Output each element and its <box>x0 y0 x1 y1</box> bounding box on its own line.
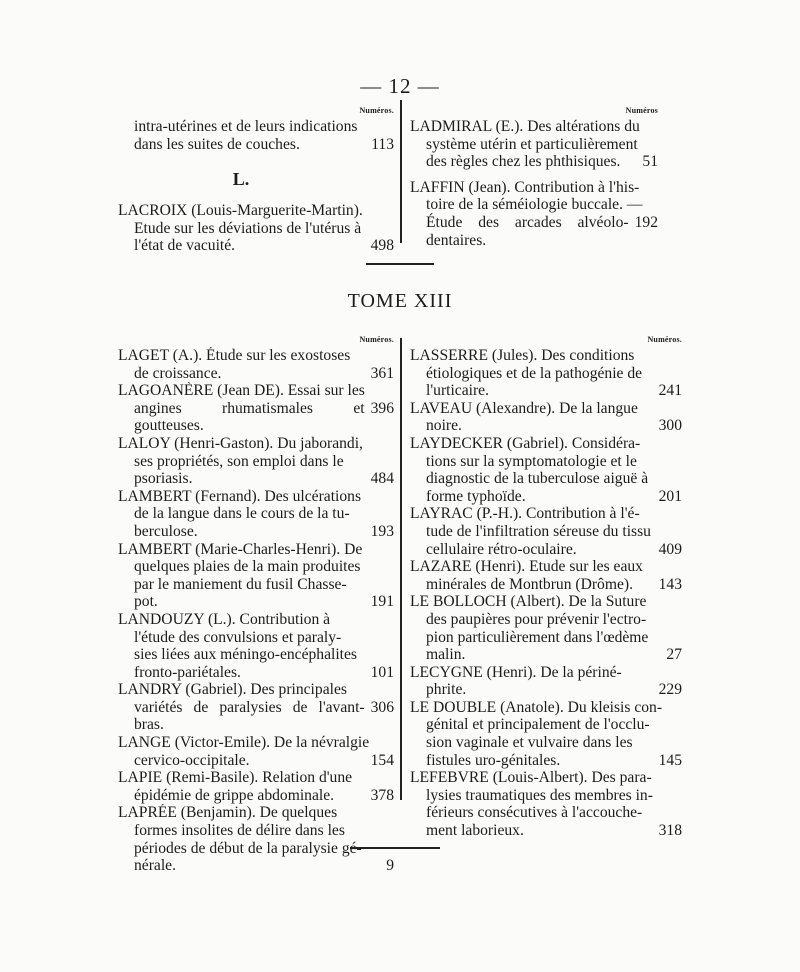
entry-number: 409 <box>658 540 682 558</box>
entry-last-line <box>118 664 394 682</box>
entry-line: par le maniement du fusil Chasse- <box>134 575 347 593</box>
entry-number: 300 <box>658 417 682 435</box>
entry-line: des règles chez les phthisiques. <box>426 153 621 171</box>
column-divider-bottom <box>400 338 402 800</box>
entry-line: LAMBERT (Marie-Charles-Henri). De <box>118 540 363 558</box>
entry-number: 192 <box>634 213 658 231</box>
entry-line: LE BOLLOCH (Albert). De la Suture <box>410 593 647 611</box>
entry-line: tions sur la symptomatologie et le <box>426 452 637 470</box>
entry-line: phrite. <box>426 681 467 699</box>
entry-line: de la langue dans le cours de la tu- <box>134 505 350 523</box>
index-entry <box>410 593 682 663</box>
entry-line: sies liées aux méningo-encéphalites <box>134 646 358 664</box>
section-separator-rule <box>366 263 434 265</box>
entry-line: LANDOUZY (L.). Contribution à <box>118 610 331 628</box>
entry-line: LECYGNE (Henri). De la périné- <box>410 663 622 681</box>
entry-last-line <box>118 365 394 383</box>
entry-number: 361 <box>370 364 394 382</box>
entry-number: 51 <box>642 153 658 171</box>
entry-number: 27 <box>666 646 682 664</box>
entry-number: 241 <box>658 382 682 400</box>
index-entry <box>118 202 394 255</box>
entry-line: Étude des arcades alvéolo-dentaires. <box>426 213 629 249</box>
entry-line: LAGET (A.). Étude sur les exostoses <box>118 347 351 364</box>
entry-last-line <box>410 382 682 400</box>
entry-number: 191 <box>370 593 394 611</box>
entry-line: fistules uro-génitales. <box>426 751 561 769</box>
entry-line: LAMBERT (Fernand). Des ulcérations <box>118 487 362 505</box>
entry-last-line <box>410 214 658 249</box>
entry-line: quelques plaies de la main produites <box>134 558 361 576</box>
entry-line: système utérin et particulièrement <box>426 135 638 153</box>
entry-last-line <box>410 417 682 435</box>
entry-number: 193 <box>370 522 394 540</box>
entry-last-line <box>118 136 394 154</box>
entry-last-line <box>118 699 394 734</box>
entry-last-line <box>118 752 394 770</box>
entry-line: LAGOANÈRE (Jean DE). Essai sur les <box>118 382 365 400</box>
entry-last-line <box>118 237 394 255</box>
entry-number: 378 <box>370 786 394 804</box>
tome-title: TOME XIII <box>347 290 453 312</box>
entry-line: LADMIRAL (E.). Des altérations du <box>410 118 640 135</box>
entry-line: minérales de Montbrun (Drôme). <box>426 575 633 593</box>
index-entry <box>410 664 682 699</box>
index-entry <box>410 400 682 435</box>
entry-line: formes insolites de délire dans les <box>134 822 345 840</box>
numeros-label: Numéros. <box>359 106 394 115</box>
index-entry <box>410 505 682 558</box>
entry-number: 318 <box>658 822 682 840</box>
entry-line: psoriasis. <box>134 470 193 488</box>
left-index-column <box>118 332 394 875</box>
entry-line: LAVEAU (Alexandre). De la langue <box>410 399 638 417</box>
entry-line: sion vaginale et vulvaire dans les <box>426 734 633 752</box>
entry-last-line <box>118 523 394 541</box>
top-left-column <box>118 103 394 255</box>
numeros-label: Numéros. <box>359 335 394 344</box>
index-entry <box>410 769 682 839</box>
index-entry <box>118 541 394 611</box>
entry-line: diagnostic de la tuberculose aiguë à <box>426 470 649 488</box>
entry-last-line <box>118 400 394 435</box>
entry-line: lysies traumatiques des membres in- <box>426 786 653 804</box>
entry-number: 484 <box>370 470 394 488</box>
entry-line: ses propriétés, son emploi dans le <box>134 452 344 470</box>
entry-line: angines rhumatismales et goutteuses. <box>134 399 365 435</box>
entry-last-line <box>118 593 394 611</box>
entry-line: LAYRAC (P.-H.). Contribution à l'é- <box>410 505 640 523</box>
entry-line: LAFFIN (Jean). Contribution à l'his- <box>410 178 640 196</box>
entry-last-line <box>410 576 682 594</box>
entry-line: cellulaire rétro-oculaire. <box>426 540 577 558</box>
entry-line: LAZARE (Henri). Etude sur les eaux <box>410 558 643 576</box>
entry-last-line <box>118 857 394 875</box>
entry-line: étiologiques et de la pathogénie de <box>426 364 643 382</box>
entry-line: malin. <box>426 646 466 664</box>
entry-line: tude de l'infiltration séreuse du tissu <box>426 522 651 540</box>
entry-line: périodes de début de la paralysie gé- <box>134 839 362 857</box>
entry-number: 498 <box>370 237 394 255</box>
entry-line: variétés de paralysies de l'avant-bras. <box>134 698 365 734</box>
index-entry <box>410 347 682 400</box>
entry-line: LACROIX (Louis-Marguerite-Martin). <box>118 202 363 220</box>
entry-number: 101 <box>370 663 394 681</box>
entry-number: 154 <box>370 751 394 769</box>
entry-line: LAYDECKER (Gabriel). Considéra- <box>410 434 641 452</box>
section-letter: L. <box>232 169 250 190</box>
entry-line: pot. <box>134 593 158 611</box>
index-entry <box>410 179 658 249</box>
entry-last-line <box>410 681 682 699</box>
entry-last-line <box>410 153 658 171</box>
entry-last-line <box>410 488 682 506</box>
entry-line: LEFEBVRE (Louis-Albert). Des para- <box>410 769 652 787</box>
index-entry <box>118 804 394 874</box>
entry-line: LAPIE (Remi-Basile). Relation d'une <box>118 769 353 787</box>
entry-line: LASSERRE (Jules). Des conditions <box>410 347 635 364</box>
entry-line: berculose. <box>134 522 198 540</box>
entry-last-line <box>410 822 682 840</box>
index-entry <box>118 347 394 382</box>
entry-line: épidémie de grippe abdominale. <box>134 786 335 804</box>
entry-line: LANDRY (Gabriel). Des principales <box>118 681 347 699</box>
index-entry <box>118 734 394 769</box>
index-entry <box>118 488 394 541</box>
entry-number: 306 <box>370 698 394 716</box>
entry-line: LALOY (Henri-Gaston). Du jaborandi, <box>118 434 363 452</box>
entry-line: l'urticaire. <box>426 382 489 400</box>
entry-number: 229 <box>658 681 682 699</box>
entry-last-line <box>410 541 682 559</box>
entry-number: 143 <box>658 575 682 593</box>
entry-line: ment laborieux. <box>426 822 524 840</box>
entry-line: forme typhoïde. <box>426 487 526 505</box>
index-entry <box>118 435 394 488</box>
entry-last-line <box>118 787 394 805</box>
numeros-label: Numéros. <box>647 335 682 344</box>
entry-number: 396 <box>370 399 394 417</box>
continuation-entry <box>118 118 394 153</box>
entry-line: des paupières pour prévenir l'ectro- <box>426 610 647 628</box>
entry-line: nérale. <box>134 857 176 875</box>
entry-line: de croissance. <box>134 364 222 382</box>
entry-last-line <box>410 646 682 664</box>
index-entry <box>118 769 394 804</box>
entry-line: noire. <box>426 417 462 435</box>
entry-line: fronto-pariétales. <box>134 663 241 681</box>
numeros-label: Numéros <box>625 106 658 115</box>
entry-line: Etude sur les déviations de l'utérus à <box>134 219 362 237</box>
entry-last-line <box>118 470 394 488</box>
entry-line: LANGE (Victor-Emile). De la névralgie <box>118 734 370 752</box>
entry-number: 9 <box>386 857 394 875</box>
entry-line: férieurs consécutives à l'accouche- <box>426 804 643 822</box>
entry-line: l'étude des convulsions et paraly- <box>134 628 342 646</box>
entry-line: LAPRÉE (Benjamin). De quelques <box>118 804 338 822</box>
entry-line: intra-utérines et de leurs indications <box>134 118 358 135</box>
column-divider-top <box>400 100 402 243</box>
index-entry <box>118 681 394 734</box>
index-entry <box>410 699 682 769</box>
page-number: — 12 — <box>360 74 440 98</box>
entry-line: cervico-occipitale. <box>134 751 250 769</box>
entry-line: toire de la séméiologie buccale. — <box>426 196 643 214</box>
index-entry <box>410 118 658 171</box>
entry-line: pion particulièrement dans l'œdème <box>426 628 649 646</box>
entry-number: 201 <box>658 487 682 505</box>
entry-last-line <box>410 752 682 770</box>
right-index-column <box>410 332 682 840</box>
entry-line: l'état de vacuité. <box>134 237 236 255</box>
index-entry <box>410 435 682 505</box>
entry-line: LE DOUBLE (Anatole). Du kleisis con- <box>410 698 663 716</box>
entry-number: 145 <box>658 751 682 769</box>
index-entry <box>410 558 682 593</box>
index-entry <box>118 611 394 681</box>
top-right-column <box>410 103 658 249</box>
entry-line: dans les suites de couches. <box>134 135 300 153</box>
entry-number: 113 <box>371 135 394 153</box>
index-entry <box>118 382 394 435</box>
entry-line: génital et principalement de l'occlu- <box>426 716 650 734</box>
